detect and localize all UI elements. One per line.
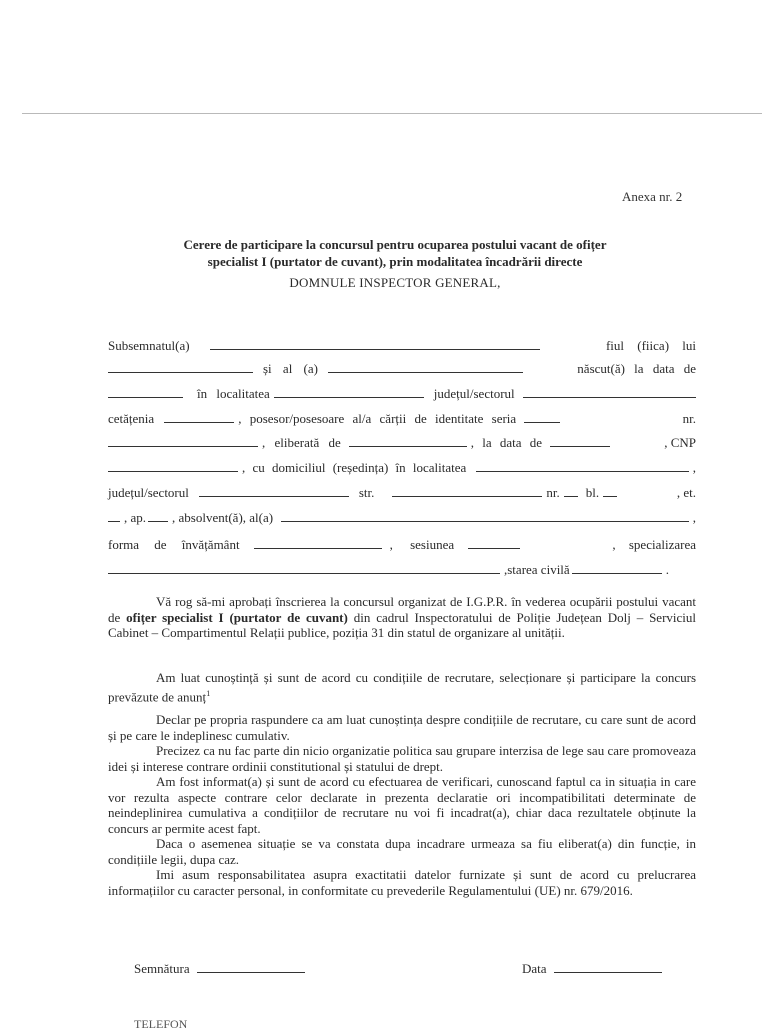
- label-judetul-sectorul: județul/sectorul: [108, 485, 189, 500]
- field-marital-status[interactable]: [572, 561, 662, 574]
- label-si-al: și al (a): [263, 361, 318, 376]
- field-specialization[interactable]: [108, 561, 500, 574]
- paragraph-declarations: [108, 712, 696, 898]
- label-bl: bl.: [585, 485, 600, 500]
- label-nr-2: nr.: [546, 485, 560, 500]
- title-line-1: Cerere de participare la concursul pentru ocuparea postului vacant de ofițer: [183, 237, 607, 252]
- label-domiciliul: , cu domiciliul (reședința) în localitatea: [242, 460, 467, 475]
- p1-text-b: din cadrul Inspectoratului de Poliție Județean Dolj – Serviciul Cabinet – Compartimentul Relații publice, poziția 31 din statul de organizare al unității.: [108, 609, 697, 640]
- comma-8: ,: [692, 510, 696, 525]
- signature-label: Semnătura: [134, 961, 190, 976]
- p6-text: Daca o asemenea situație se va constata dupa incadrare urmeaza sa fiu eliberat(a) din funcție, in condițiile legii, dupa caz.: [108, 836, 696, 867]
- form-line-4: [108, 410, 696, 427]
- form-line-7: [108, 484, 696, 501]
- field-residence-county[interactable]: [199, 484, 349, 497]
- label-nascut: născut(ă) la data de: [577, 361, 696, 376]
- comma-6: ,: [692, 460, 696, 475]
- label-et: , et.: [676, 485, 696, 500]
- field-father[interactable]: [108, 360, 253, 373]
- label-absolvent: , absolvent(ă), al(a): [172, 510, 274, 525]
- telefon-label: TELEFON: [134, 1017, 188, 1031]
- field-apartment[interactable]: [148, 509, 168, 522]
- field-floor[interactable]: [108, 509, 120, 522]
- paragraph-request: [108, 594, 696, 641]
- scan-edge-line: [22, 113, 762, 114]
- form-line-3: [108, 385, 696, 402]
- field-street-number[interactable]: [564, 484, 578, 497]
- form-line-2: [108, 360, 696, 377]
- p3-text: Declar pe propria raspundere ca am luat cunoștința despre condițiile de recrutare, cu care sunt de acord și pe care le indeplinesc cumulativ.: [108, 712, 696, 743]
- date-row: [522, 960, 666, 977]
- field-birth-place[interactable]: [274, 385, 424, 398]
- form-line-5: [108, 434, 696, 451]
- label-judetul: județul/sectorul: [433, 386, 515, 401]
- field-session[interactable]: [468, 536, 520, 549]
- p5-text: Am fost informat(a) și sunt de acord cu efectuarea de verificari, cunoscand faptul ca in situația in care vor rezulta aspecte contrare celor declarate in prezenta declaratie ori incompatibilitati determinate de neindeplinirea cumulativa a condițiilor de recrutare nu voi fi incadrat(a), chiar daca rezultatele obținute la concurs ar permite acest fapt.: [108, 774, 696, 836]
- field-citizenship[interactable]: [164, 410, 234, 423]
- field-education-form[interactable]: [254, 536, 382, 549]
- period-10: .: [665, 562, 669, 577]
- label-cnp: , CNP: [664, 435, 696, 450]
- field-birth-county[interactable]: [523, 385, 696, 398]
- label-starea-civila: ,starea civilă: [504, 562, 570, 577]
- field-street[interactable]: [392, 484, 542, 497]
- field-residence-city[interactable]: [476, 459, 688, 472]
- label-eliberata: , eliberată de: [262, 435, 341, 450]
- field-name[interactable]: [210, 337, 540, 350]
- document-title: [140, 236, 650, 270]
- title-line-2: specialist I (purtator de cuvant), prin modalitatea încadrării directe: [207, 254, 583, 269]
- field-date[interactable]: [554, 960, 662, 973]
- p2-footnote-mark: 1: [206, 688, 211, 698]
- form-line-6: [108, 459, 696, 476]
- addressee: DOMNULE INSPECTOR GENERAL,: [289, 275, 501, 290]
- form-line-1: [108, 337, 696, 354]
- field-issue-date[interactable]: [550, 434, 610, 447]
- field-mother[interactable]: [328, 360, 523, 373]
- form-line-10: [108, 561, 696, 578]
- label-str: str.: [358, 485, 375, 500]
- date-label: Data: [522, 961, 547, 976]
- paragraph-acknowledgement: [108, 670, 696, 704]
- signature-row: [134, 960, 309, 977]
- label-subsemnatul: Subsemnatul(a): [108, 338, 190, 353]
- p7-text: Imi asum responsabilitatea asupra exactitatii datelor furnizate și sunt de acord cu prelucrarea informațiilor cu caracter personal, in conformitate cu prevederile Regulamentului (UE) nr. 679/2016.: [108, 867, 696, 898]
- p1-text-a: Vă rog să-mi aprobați înscrierea la concursul organizat de I.G.P.R. în vederea ocupării postului vacant de: [108, 594, 696, 625]
- label-fiul: fiul (fiica) lui: [605, 338, 696, 353]
- field-id-series[interactable]: [524, 410, 560, 423]
- label-sesiunea: , sesiunea: [389, 537, 455, 552]
- label-localitatea: în localitatea: [197, 386, 270, 401]
- field-block[interactable]: [603, 484, 617, 497]
- p2-text: Am luat cunoștință și sunt de acord cu condițiile de recrutare, selecționare și participare la concurs prevăzute de anunț: [108, 670, 696, 704]
- p4-text: Precizez ca nu fac parte din nicio organizatie politica sau grupare interzisa de lege sau care promoveaza idei și interese contrare ordinii constitutional și statului de drept.: [108, 743, 696, 774]
- field-birth-date[interactable]: [108, 385, 183, 398]
- field-cnp[interactable]: [108, 459, 238, 472]
- field-graduate-of[interactable]: [281, 509, 689, 522]
- field-issued-by[interactable]: [349, 434, 467, 447]
- label-data-de: , la data de: [470, 435, 543, 450]
- label-ap: , ap.: [124, 510, 147, 525]
- field-id-number[interactable]: [108, 434, 258, 447]
- label-posesor: , posesor/posesoare al/a cărții de identitate seria: [238, 411, 517, 426]
- label-specializarea: , specializarea: [612, 537, 696, 552]
- label-cetatenia: cetățenia: [108, 411, 155, 426]
- form-line-9: [108, 536, 696, 553]
- label-nr: nr.: [682, 411, 696, 426]
- form-line-8: [108, 509, 696, 526]
- label-forma-invatamant: forma de învățământ: [108, 537, 240, 552]
- annex-label: Anexa nr. 2: [622, 189, 683, 204]
- p1-bold-position: ofițer specialist I (purtator de cuvant): [126, 609, 348, 625]
- field-signature[interactable]: [197, 960, 305, 973]
